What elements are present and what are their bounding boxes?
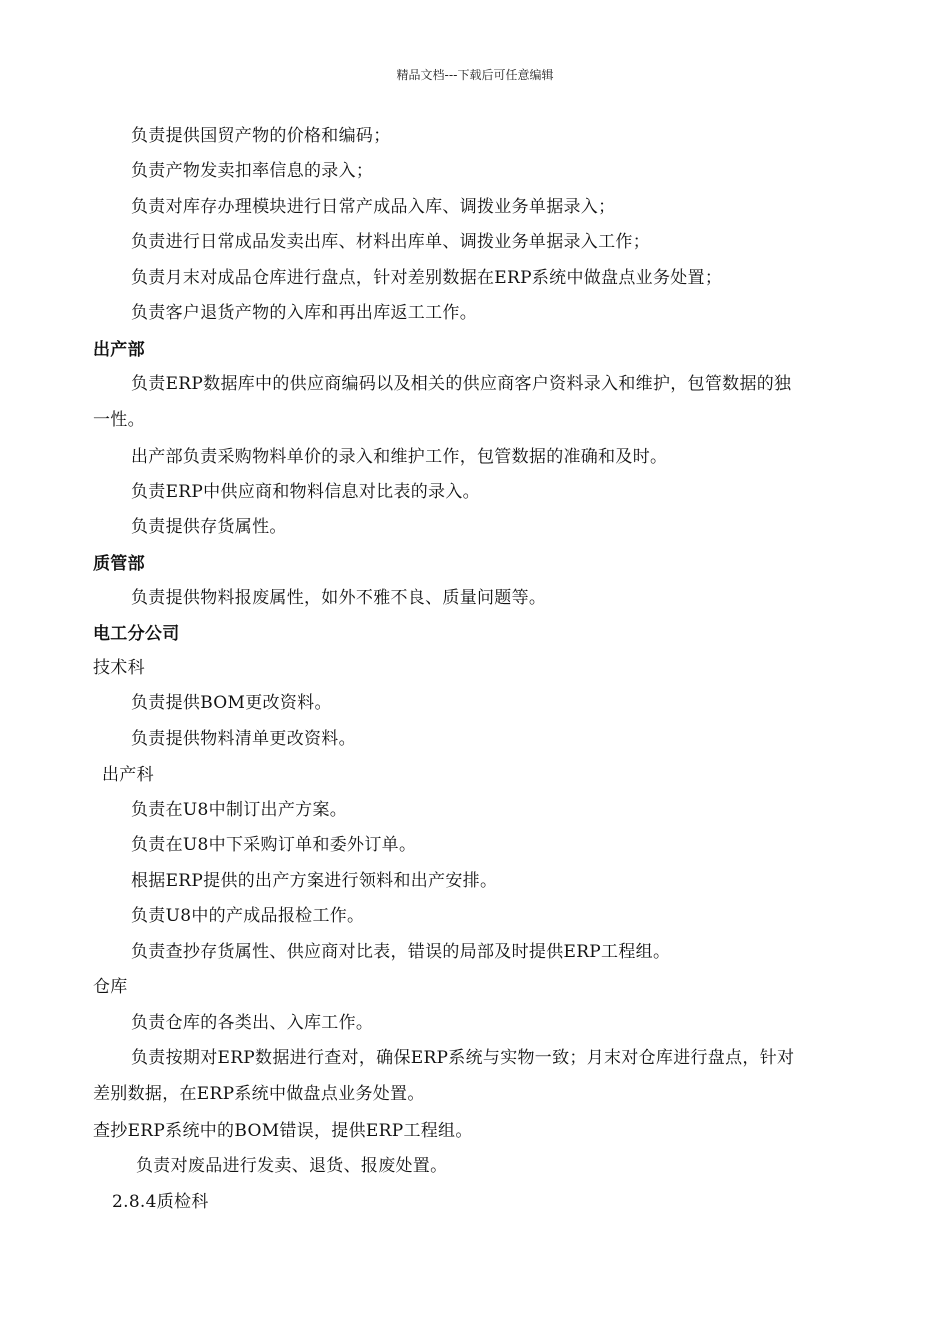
paragraph: 负责在U8中制订出产方案。 xyxy=(131,800,348,820)
paragraph: 负责对库存办理模块进行日常产成品入库、调拨业务单据录入； xyxy=(131,197,616,217)
paragraph: 负责在U8中下采购订单和委外订单。 xyxy=(131,835,417,855)
paragraph: 出产部负责采购物料单价的录入和维护工作，包管数据的准确和及时。 xyxy=(131,447,668,467)
paragraph-continuation: 差别数据，在ERP系统中做盘点业务处置。 xyxy=(93,1084,425,1104)
subsection-heading: 仓库 xyxy=(93,977,128,997)
paragraph: 负责ERP中供应商和物料信息对比表的录入。 xyxy=(131,482,480,502)
section-heading: 出产部 xyxy=(93,340,145,360)
paragraph: 负责U8中的产成品报检工作。 xyxy=(131,906,365,926)
subsection-heading: 出产科 xyxy=(102,765,154,785)
paragraph: 根据ERP提供的出产方案进行领料和出产安排。 xyxy=(131,871,498,891)
paragraph: 负责提供物料报废属性，如外不雅不良、质量问题等。 xyxy=(131,588,547,608)
paragraph: 负责提供存货属性。 xyxy=(131,517,287,537)
paragraph: 查抄ERP系统中的BOM错误，提供ERP工程组。 xyxy=(93,1121,473,1141)
paragraph: 负责按期对ERP数据进行查对，确保ERP系统与实物一致；月末对仓库进行盘点，针对 xyxy=(131,1048,795,1068)
paragraph: 负责对废品进行发卖、退货、报废处置。 xyxy=(136,1156,448,1176)
paragraph-continuation: 一性。 xyxy=(93,410,145,430)
paragraph: 负责提供BOM更改资料。 xyxy=(131,693,332,713)
section-heading: 质管部 xyxy=(93,554,145,574)
section-heading: 电工分公司 xyxy=(93,624,180,644)
paragraph: 负责提供国贸产物的价格和编码； xyxy=(131,126,391,146)
page-header: 精品文档---下载后可任意编辑 xyxy=(396,68,554,82)
paragraph: 负责查抄存货属性、供应商对比表，错误的局部及时提供ERP工程组。 xyxy=(131,942,671,962)
section-number-heading: 2.8.4质检科 xyxy=(112,1192,209,1212)
paragraph: 负责月末对成品仓库进行盘点，针对差别数据在ERP系统中做盘点业务处置； xyxy=(131,268,723,288)
paragraph: 负责进行日常成品发卖出库、材料出库单、调拨业务单据录入工作； xyxy=(131,232,650,252)
paragraph: 负责产物发卖扣率信息的录入； xyxy=(131,161,374,181)
paragraph: 负责客户退货产物的入库和再出库返工工作。 xyxy=(131,303,477,323)
paragraph: 负责ERP数据库中的供应商编码以及相关的供应商客户资料录入和维护，包管数据的独 xyxy=(131,374,792,394)
paragraph: 负责提供物料清单更改资料。 xyxy=(131,729,356,749)
subsection-heading: 技术科 xyxy=(93,658,145,678)
paragraph: 负责仓库的各类出、入库工作。 xyxy=(131,1013,374,1033)
